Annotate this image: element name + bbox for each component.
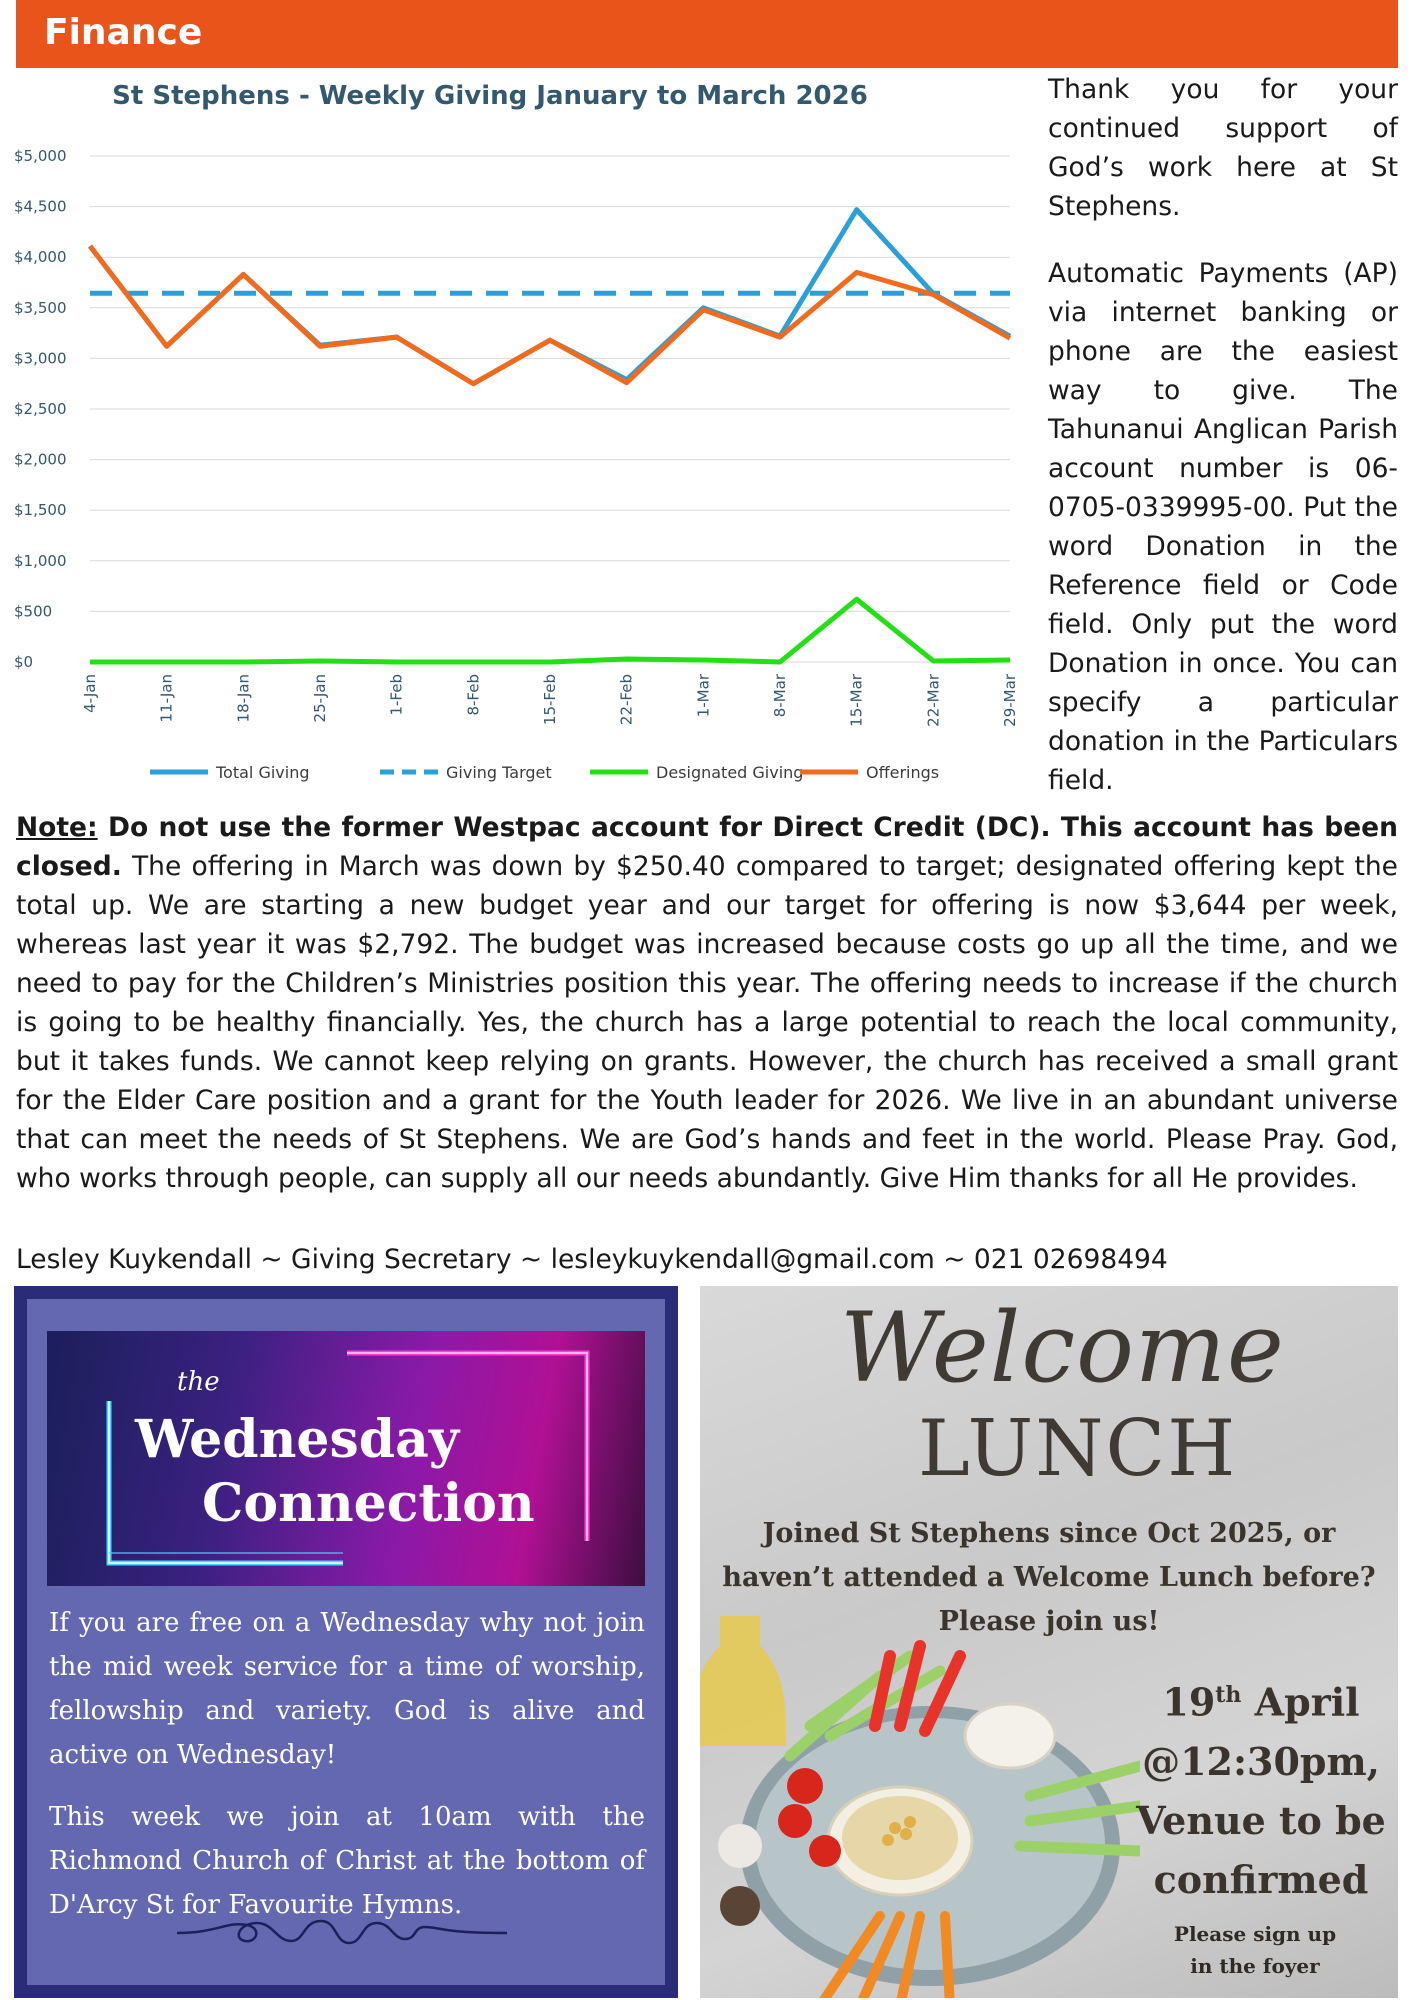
welcome-lunch-panel	[700, 1286, 1398, 1998]
y-tick-label: $500	[14, 602, 53, 621]
veggie-platter-icon	[700, 1616, 1140, 1998]
wednesday-panel-inner	[24, 1296, 668, 1988]
series-line	[90, 246, 1010, 384]
banner-the: the	[177, 1367, 220, 1397]
section-title: Finance	[44, 12, 203, 53]
lunch-details	[1130, 1666, 1392, 1909]
series-line	[90, 210, 1010, 384]
x-tick-label: 25-Jan	[311, 674, 329, 723]
y-tick-label: $4,500	[14, 197, 67, 216]
lunch-time: @12:30pm,	[1142, 1738, 1380, 1784]
chart-svg	[0, 72, 1030, 792]
x-tick-label: 29-Mar	[1001, 674, 1019, 727]
giving-info	[1048, 70, 1398, 828]
x-tick-label: 8-Feb	[464, 674, 483, 716]
banner-connection: Connection	[202, 1473, 535, 1534]
lunch-day: 19	[1162, 1679, 1216, 1725]
thanks-paragraph: Thank you for your continued support of God’s work here at St Stephens.	[1048, 74, 1398, 222]
legend-label: Total Giving	[216, 763, 310, 782]
weekly-giving-chart	[0, 72, 1030, 792]
wednesday-this-week: This week we join at 10am with the Richmond Church of Christ at the bottom of D'Arcy St for Favourite Hymns.	[49, 1802, 645, 1920]
lunch-date	[1130, 1666, 1392, 1732]
x-tick-label: 8-Mar	[771, 674, 789, 718]
lunch-heading: LUNCH	[918, 1404, 1238, 1494]
wednesday-banner	[47, 1331, 645, 1586]
y-tick-label: $3,500	[14, 298, 67, 317]
automatic-payments-paragraph: Automatic Payments (AP) via internet banking or phone are the easiest way to give. The Tahunanui Anglican Parish account number is 06-0705-0339995-00. Put the word Donation in the Reference field or Code field. Only put the word Donation in once. You can specify a particular donation in the Particulars field.	[1048, 258, 1398, 796]
lunch-signup-line1: Please sign up	[1173, 1922, 1337, 1946]
y-tick-label: $1,000	[14, 551, 67, 570]
wednesday-connection-panel	[14, 1286, 678, 1998]
legend-label: Giving Target	[446, 763, 552, 782]
y-tick-label: $4,000	[14, 248, 67, 267]
lunch-invitation: Joined St Stephens since Oct 2025, or haven’t attended a Welcome Lunch before? Please join us!	[722, 1518, 1376, 1637]
chart-title: St Stephens - Weekly Giving January to March 2026	[112, 81, 868, 111]
x-tick-label: 1-Feb	[387, 674, 406, 716]
x-tick-label: 1-Mar	[694, 674, 713, 718]
lunch-month: April	[1241, 1679, 1360, 1725]
x-tick-label: 11-Jan	[157, 674, 176, 723]
lunch-venue-line1: Venue to be	[1136, 1797, 1386, 1843]
y-tick-label: $2,500	[14, 400, 67, 418]
note-label: Note:	[16, 812, 98, 843]
x-tick-label: 22-Feb	[617, 674, 636, 726]
flourish-icon	[177, 1913, 507, 1953]
lunch-signup	[1140, 1918, 1370, 1982]
giving-secretary-contact: Lesley Kuykendall ~ Giving Secretary ~ lesleykuykendall@gmail.com ~ 021 02698494	[16, 1244, 1168, 1275]
series-line	[90, 599, 1010, 662]
note-warning: Do not use the former Westpac account for Direct Credit (DC). This account has been closed.	[16, 812, 1398, 882]
x-tick-label: 15-Mar	[847, 674, 866, 727]
y-tick-label: $3,000	[14, 349, 67, 368]
wednesday-invite: If you are free on a Wednesday why not join the mid week service for a time of worship, fellowship and variety. God is alive and active on Wednesday!	[49, 1608, 645, 1770]
banner-wednesday: Wednesday	[135, 1409, 460, 1470]
note-body: The offering in March was down by $250.40 compared to target; designated offering kept the total up. We are starting a new budget year and our target for offering is now $3,644 per week, whereas last year it was $2,792. The budget was increased because costs go up all the time, and we need to pay for the Children’s Ministries position this year. The offering needs to increase if the church is going to be healthy financially. Yes, the church has a large potential to reach the local community, but it takes funds. We cannot keep relying on grants. However, the church has received a small grant for the Elder Care position and a grant for the Youth leader for 2026. We live in an abundant universe that can meet the needs of St Stephens. We are God’s hands and feet in the world. Please Pray. God, who works through people, can supply all our needs abundantly. Give Him thanks for all He provides.	[16, 851, 1398, 1194]
wednesday-body	[49, 1601, 645, 1945]
x-tick-label: 22-Mar	[924, 674, 943, 727]
lunch-day-suffix: th	[1215, 1682, 1242, 1708]
y-tick-label: $1,500	[14, 501, 67, 520]
y-tick-label: $2,000	[14, 450, 67, 469]
lunch-welcome-heading: Welcome	[840, 1292, 1285, 1404]
x-tick-label: 15-Feb	[541, 674, 559, 726]
y-tick-label: $5,000	[14, 147, 67, 165]
finance-note	[16, 808, 1398, 1198]
x-tick-label: 4-Jan	[81, 674, 99, 713]
x-tick-label: 18-Jan	[234, 674, 253, 723]
legend-label: Offerings	[866, 763, 940, 782]
y-tick-label: $0	[14, 653, 34, 671]
legend-label: Designated Giving	[656, 763, 804, 782]
lunch-signup-line2: in the foyer	[1190, 1954, 1320, 1978]
lunch-venue-line2: confirmed	[1153, 1856, 1369, 1902]
section-header	[16, 0, 1398, 68]
